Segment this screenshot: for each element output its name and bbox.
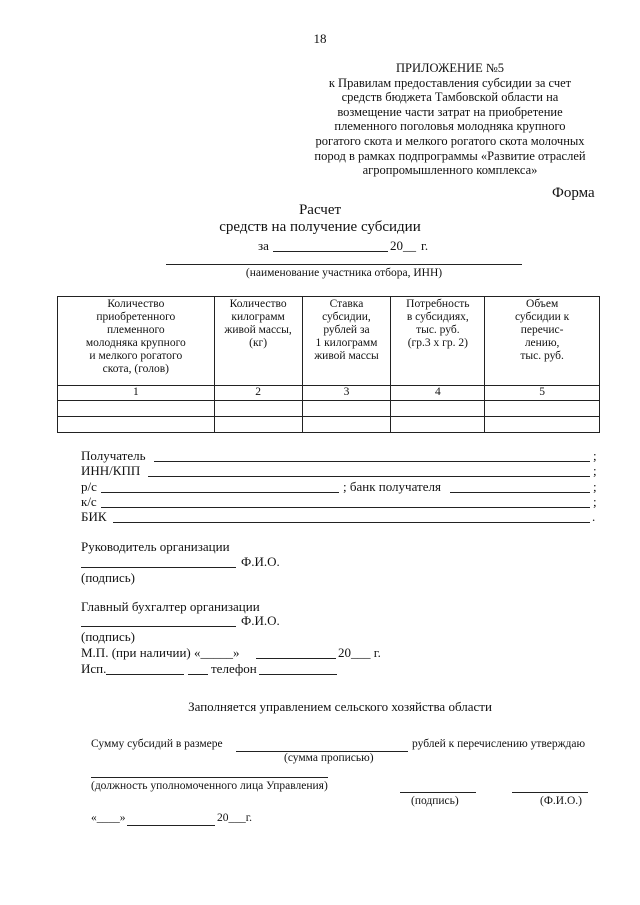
col-number: 3 bbox=[302, 386, 391, 401]
accountant-fio: Ф.И.О. bbox=[241, 613, 280, 628]
appendix-block bbox=[300, 61, 600, 178]
semicolon: ; bbox=[593, 448, 597, 463]
table-header-row bbox=[58, 297, 600, 386]
corr-field[interactable] bbox=[101, 507, 590, 508]
appendix-line: племенного поголовья молодняка крупного bbox=[334, 119, 566, 134]
date-field[interactable] bbox=[127, 825, 215, 826]
date-prefix: «____» bbox=[91, 812, 126, 824]
table-cell[interactable] bbox=[391, 417, 485, 433]
appendix-line: пород в рамках подпрограммы «Развитие отраслей bbox=[314, 148, 586, 163]
dept-fio-field[interactable] bbox=[512, 792, 588, 793]
col-header-volume: Объем субсидии к перечис- лению, тыс. руб. bbox=[485, 297, 600, 386]
table-row bbox=[58, 401, 600, 417]
col-header-rate: Ставка субсидии, рублей за 1 килограмм живой массы bbox=[302, 297, 391, 386]
table-row bbox=[58, 417, 600, 433]
table-cell[interactable] bbox=[302, 417, 391, 433]
bik-field[interactable] bbox=[113, 522, 590, 523]
doc-title: Расчет bbox=[298, 202, 342, 218]
doc-subtitle: средств на получение субсидии bbox=[219, 219, 421, 235]
form-label: Форма bbox=[552, 185, 595, 201]
table-cell[interactable] bbox=[58, 417, 215, 433]
appendix-line: средств бюджета Тамбовской области на bbox=[341, 90, 559, 105]
accountant-label: Главный бухгалтер организации bbox=[81, 599, 260, 614]
accountant-signature-caption: (подпись) bbox=[81, 629, 135, 644]
period-mark: . bbox=[592, 509, 596, 524]
department-note: Заполняется управлением сельского хозяйства области bbox=[188, 699, 492, 714]
recipient-field[interactable] bbox=[154, 461, 590, 462]
head-signature-field[interactable] bbox=[81, 567, 236, 568]
participant-caption: (наименование участника отбора, ИНН) bbox=[245, 267, 443, 279]
inn-label: ИНН/КПП bbox=[81, 463, 141, 478]
dept-fio-caption: (Ф.И.О.) bbox=[540, 795, 582, 807]
appendix-line: возмещение части затрат на приобретение bbox=[337, 104, 563, 119]
col-number: 1 bbox=[58, 386, 215, 401]
head-signature-caption: (подпись) bbox=[81, 570, 135, 585]
bank-label: ; банк получателя bbox=[343, 479, 441, 494]
period-field[interactable] bbox=[273, 251, 388, 252]
corr-label: к/с bbox=[81, 494, 97, 509]
table-number-row bbox=[58, 386, 600, 401]
period-suffix: г. bbox=[421, 238, 429, 253]
col-header-quantity: Количество приобретенного племенного молодняка крупного и мелкого рогатого скота, (голов) bbox=[58, 297, 215, 386]
phone-field[interactable] bbox=[259, 674, 337, 675]
table-cell[interactable] bbox=[302, 401, 391, 417]
recipient-label: Получатель bbox=[81, 448, 146, 463]
table-cell[interactable] bbox=[391, 401, 485, 417]
head-label: Руководитель организации bbox=[81, 539, 230, 554]
dept-signature-caption: (подпись) bbox=[411, 795, 459, 807]
col-number: 2 bbox=[214, 386, 302, 401]
stamp-year: 20___ г. bbox=[338, 645, 381, 660]
account-label: р/с bbox=[81, 479, 97, 494]
sum-suffix: рублей к перечислению утверждаю bbox=[412, 738, 586, 750]
position-field[interactable] bbox=[91, 777, 328, 778]
appendix-line: агропромышленного комплекса» bbox=[362, 163, 538, 178]
executor-extra-field[interactable] bbox=[188, 674, 208, 675]
stamp-line: М.П. (при наличии) «_____» bbox=[81, 645, 240, 660]
table-cell[interactable] bbox=[485, 401, 600, 417]
participant-field[interactable] bbox=[166, 264, 522, 265]
col-number: 4 bbox=[391, 386, 485, 401]
stamp-date-field[interactable] bbox=[256, 658, 336, 659]
page-number: 18 bbox=[313, 31, 327, 46]
subsidy-table bbox=[57, 296, 600, 433]
accountant-signature-field[interactable] bbox=[81, 626, 236, 627]
semicolon: ; bbox=[593, 463, 597, 478]
account-field[interactable] bbox=[101, 492, 339, 493]
phone-label: телефон bbox=[211, 661, 257, 676]
dept-signature-field[interactable] bbox=[400, 792, 476, 793]
sum-caption: (сумма прописью) bbox=[284, 752, 374, 764]
appendix-line: к Правилам предоставления субсидии за счет bbox=[328, 75, 572, 90]
bik-label: БИК bbox=[81, 509, 107, 524]
appendix-line: рогатого скота и мелкого рогатого скота молочных bbox=[315, 133, 585, 148]
bank-field[interactable] bbox=[450, 492, 590, 493]
appendix-title: ПРИЛОЖЕНИЕ №5 bbox=[395, 61, 505, 75]
table-cell[interactable] bbox=[214, 417, 302, 433]
semicolon: ; bbox=[593, 494, 597, 509]
semicolon: ; bbox=[593, 479, 597, 494]
sum-label: Сумму субсидий в размере bbox=[91, 738, 223, 750]
period-year: 20__ bbox=[390, 238, 416, 253]
col-number: 5 bbox=[485, 386, 600, 401]
executor-label: Исп. bbox=[81, 661, 107, 676]
col-header-need: Потребность в субсидиях, тыс. руб. (гр.3 х гр. 2) bbox=[391, 297, 485, 386]
inn-field[interactable] bbox=[148, 476, 590, 477]
executor-field[interactable] bbox=[106, 674, 184, 675]
table-cell[interactable] bbox=[58, 401, 215, 417]
col-header-weight: Количество килограмм живой массы, (кг) bbox=[214, 297, 302, 386]
position-caption: (должность уполномоченного лица Управления) bbox=[91, 780, 328, 792]
period-prefix: за bbox=[258, 238, 269, 253]
table-cell[interactable] bbox=[214, 401, 302, 417]
table-cell[interactable] bbox=[485, 417, 600, 433]
head-fio: Ф.И.О. bbox=[241, 554, 280, 569]
date-year: 20___г. bbox=[217, 812, 253, 824]
